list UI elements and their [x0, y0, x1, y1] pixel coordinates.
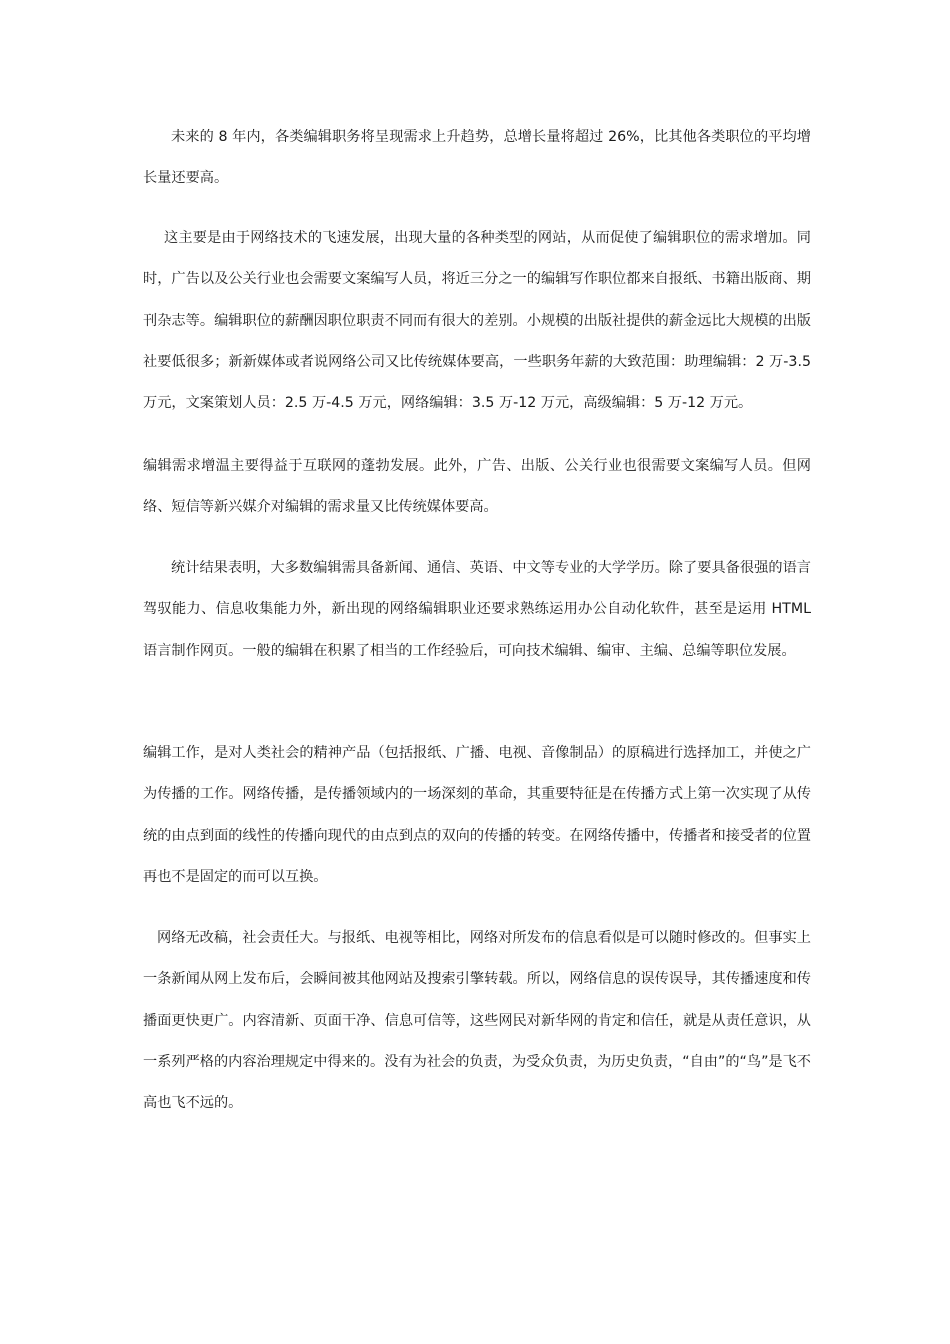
paragraph-editor-demand-growth: 未来的 8 年内，各类编辑职务将呈现需求上升趋势，总增长量将超过 26%，比其他各类职位的平均增长量还要高。: [143, 129, 811, 187]
paragraph-editor-qualifications: 统计结果表明，大多数编辑需具备新闻、通信、英语、中文等专业的大学学历。除了要具备很强的语言驾驭能力、信息收集能力外，新出现的网络编辑职业还要求熟练运用办公自动化软件，甚至是运用 HTML 语言制作网页。一般的编辑在积累了相当的工作经验后，可向技术编辑、编审、主编、总编等职位发展。: [143, 560, 811, 659]
paragraph-social-responsibility: 网络无改稿，社会责任大。与报纸、电视等相比，网络对所发布的信息看似是可以随时修改的。但事实上一条新闻从网上发布后，会瞬间被其他网站及搜索引擎转载。所以，网络信息的误传误导，其传播速度和传播面更快更广。内容清新、页面干净、信息可信等，这些网民对新华网的肯定和信任，就是从责任意识，从一系列严格的内容治理规定中得来的。没有为社会的负责，为受众负责，为历史负责，“自由”的“鸟”是飞不高也飞不远的。: [143, 930, 811, 1112]
paragraph-internet-driven-demand: 编辑需求增温主要得益于互联网的蓬勃发展。此外，广告、出版、公关行业也很需要文案编写人员。但网络、短信等新兴媒介对编辑的需求量又比传统媒体要高。: [143, 458, 811, 516]
paragraph-network-communication: 编辑工作，是对人类社会的精神产品（包括报纸、广播、电视、音像制品）的原稿进行选择加工，并使之广为传播的工作。网络传播，是传播领域内的一场深刻的革命，其重要特征是在传播方式上第一次实现了从传统的由点到面的线性的传播向现代的由点到点的双向的传播的转变。在网络传播中，传播者和接受者的位置再也不是固定的而可以互换。: [143, 745, 811, 885]
paragraph-editor-salary-range: 这主要是由于网络技术的飞速发展，出现大量的各种类型的网站，从而促使了编辑职位的需求增加。同时，广告以及公关行业也会需要文案编写人员，将近三分之一的编辑写作职位都来自报纸、书籍出版商、期刊杂志等。编辑职位的薪酬因职位职责不同而有很大的差别。小规模的出版社提供的薪金远比大规模的出版社要低很多；新新媒体或者说网络公司又比传统媒体要高，一些职务年薪的大致范围：助理编辑：2 万-3.5 万元，文案策划人员：2.5 万-4.5 万元，网络编辑：3.5 万-12 万元，高级编辑：5 万-12 万元。: [143, 230, 811, 412]
